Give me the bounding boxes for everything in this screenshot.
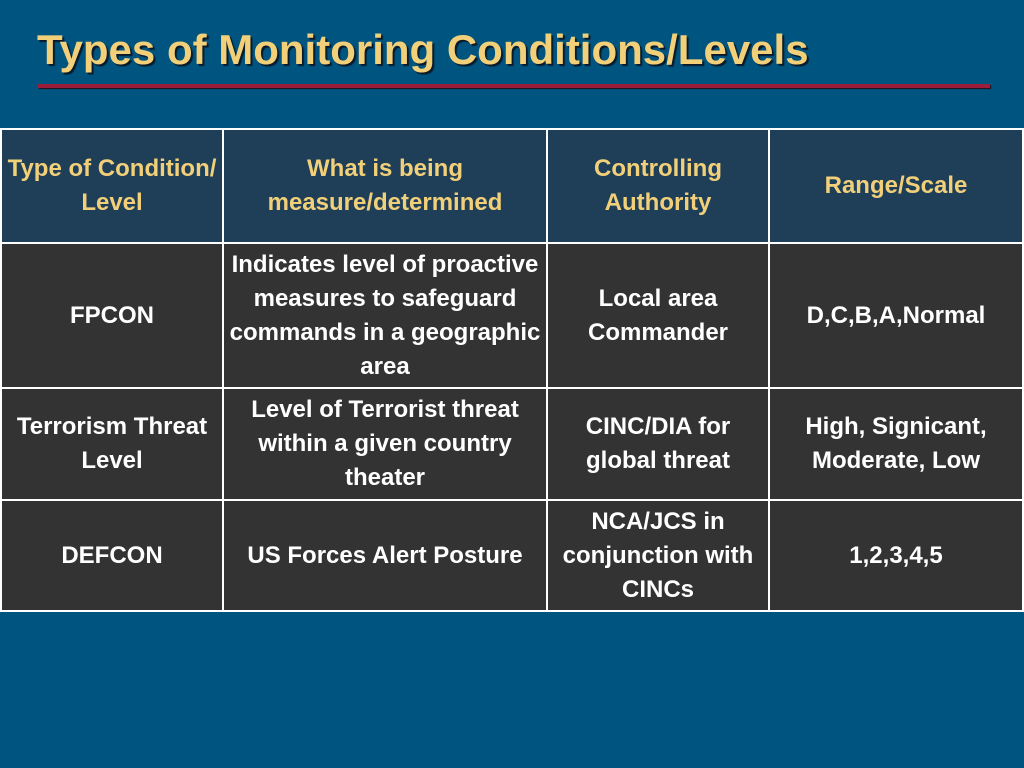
table-row [1, 388, 1023, 500]
header-range-scale: Range/Scale [769, 129, 1023, 243]
header-type-of-condition: Type of Condition/ Level [1, 129, 223, 243]
cell-authority: NCA/JCS in conjunction with CINCs [547, 500, 769, 611]
cell-authority: CINC/DIA for global threat [547, 388, 769, 500]
header-what-is-measured: What is being measure/determined [223, 129, 547, 243]
cell-range: D,C,B,A,Normal [769, 243, 1023, 388]
header-controlling-authority: Controlling Authority [547, 129, 769, 243]
cell-range: High, Signicant, Moderate, Low [769, 388, 1023, 500]
cell-condition: DEFCON [1, 500, 223, 611]
table-row [1, 500, 1023, 611]
cell-range: 1,2,3,4,5 [769, 500, 1023, 611]
cell-measure: US Forces Alert Posture [223, 500, 547, 611]
table-header-row [1, 129, 1023, 243]
cell-condition: FPCON [1, 243, 223, 388]
cell-condition: Terrorism Threat Level [1, 388, 223, 500]
cell-measure: Indicates level of proactive measures to safeguard commands in a geographic area [223, 243, 547, 388]
table-row [1, 243, 1023, 388]
slide-title: Types of Monitoring Conditions/Levels [37, 26, 809, 73]
cell-authority: Local area Commander [547, 243, 769, 388]
title-underline [38, 84, 990, 88]
cell-measure: Level of Terrorist threat within a given country theater [223, 388, 547, 500]
monitoring-conditions-table [0, 128, 1024, 612]
